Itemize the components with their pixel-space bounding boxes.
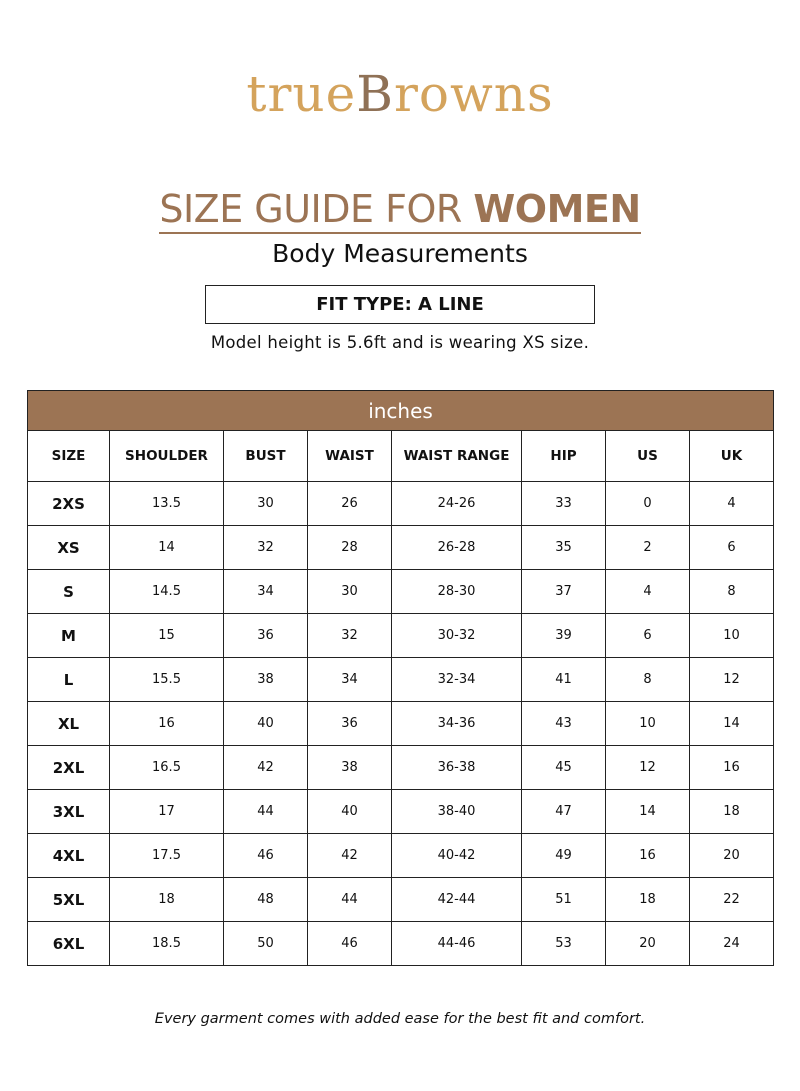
table-cell: 12 [606, 746, 690, 790]
table-cell: 26 [308, 482, 392, 526]
table-cell: 6 [690, 526, 774, 570]
brand-logo-part-b: B [356, 65, 394, 123]
table-cell: 17.5 [110, 834, 224, 878]
table-cell: 44 [224, 790, 308, 834]
table-cell: 42 [224, 746, 308, 790]
column-header-waist-range: WAIST RANGE [392, 431, 522, 482]
table-cell: 36 [308, 702, 392, 746]
size-cell: XL [28, 702, 110, 746]
table-cell: 50 [224, 922, 308, 966]
table-cell: 32 [224, 526, 308, 570]
column-header-hip: HIP [522, 431, 606, 482]
size-cell: 2XL [28, 746, 110, 790]
table-cell: 33 [522, 482, 606, 526]
table-cell: 15 [110, 614, 224, 658]
table-cell: 28-30 [392, 570, 522, 614]
table-cell: 16.5 [110, 746, 224, 790]
column-header-uk: UK [690, 431, 774, 482]
table-cell: 16 [606, 834, 690, 878]
size-cell: M [28, 614, 110, 658]
table-cell: 18 [690, 790, 774, 834]
table-row [28, 526, 774, 570]
table-cell: 16 [690, 746, 774, 790]
table-cell: 14 [606, 790, 690, 834]
table-cell: 24-26 [392, 482, 522, 526]
table-row [28, 614, 774, 658]
table-cell: 14 [690, 702, 774, 746]
column-header-us: US [606, 431, 690, 482]
table-cell: 35 [522, 526, 606, 570]
table-cell: 45 [522, 746, 606, 790]
table-cell: 24 [690, 922, 774, 966]
table-body [28, 482, 774, 966]
column-header-size: SIZE [28, 431, 110, 482]
table-cell: 17 [110, 790, 224, 834]
table-cell: 6 [606, 614, 690, 658]
size-cell: 6XL [28, 922, 110, 966]
table-cell: 46 [224, 834, 308, 878]
footer-note: Every garment comes with added ease for the best fit and comfort. [154, 1011, 646, 1027]
page-subtitle: Body Measurements [272, 239, 528, 268]
size-cell: 5XL [28, 878, 110, 922]
table-cell: 20 [690, 834, 774, 878]
table-row [28, 482, 774, 526]
brand-logo-part-rowns: rowns [393, 65, 554, 123]
size-cell: 2XS [28, 482, 110, 526]
table-cell: 40-42 [392, 834, 522, 878]
table-cell: 30-32 [392, 614, 522, 658]
table-row [28, 878, 774, 922]
page-title-underlined [159, 186, 640, 234]
table-cell: 38 [308, 746, 392, 790]
table-cell: 18 [606, 878, 690, 922]
table-cell: 18 [110, 878, 224, 922]
fit-type-box: FIT TYPE: A LINE [205, 285, 595, 324]
table-cell: 8 [606, 658, 690, 702]
size-cell: 3XL [28, 790, 110, 834]
size-cell: XS [28, 526, 110, 570]
size-cell: 4XL [28, 834, 110, 878]
table-cell: 32-34 [392, 658, 522, 702]
table-cell: 34-36 [392, 702, 522, 746]
table-row [28, 746, 774, 790]
table-cell: 14.5 [110, 570, 224, 614]
table-cell: 41 [522, 658, 606, 702]
table-cell: 2 [606, 526, 690, 570]
table-cell: 13.5 [110, 482, 224, 526]
table-cell: 38-40 [392, 790, 522, 834]
table-cell: 32 [308, 614, 392, 658]
table-cell: 30 [308, 570, 392, 614]
table-cell: 10 [606, 702, 690, 746]
page-title-bold: WOMEN [473, 187, 641, 231]
table-cell: 16 [110, 702, 224, 746]
table-cell: 18.5 [110, 922, 224, 966]
table-cell: 42-44 [392, 878, 522, 922]
table-cell: 8 [690, 570, 774, 614]
table-cell: 40 [224, 702, 308, 746]
table-cell: 14 [110, 526, 224, 570]
table-row [28, 922, 774, 966]
brand-logo [0, 62, 800, 126]
table-cell: 26-28 [392, 526, 522, 570]
table-cell: 43 [522, 702, 606, 746]
model-note: Model height is 5.6ft and is wearing XS size. [210, 333, 590, 352]
unit-row [28, 391, 774, 431]
table-cell: 34 [308, 658, 392, 702]
table-cell: 46 [308, 922, 392, 966]
table-cell: 20 [606, 922, 690, 966]
table-cell: 40 [308, 790, 392, 834]
table-cell: 10 [690, 614, 774, 658]
table-cell: 22 [690, 878, 774, 922]
table-row [28, 702, 774, 746]
table-cell: 12 [690, 658, 774, 702]
table-row [28, 790, 774, 834]
table-row [28, 834, 774, 878]
size-cell: S [28, 570, 110, 614]
table-cell: 49 [522, 834, 606, 878]
table-cell: 34 [224, 570, 308, 614]
table-cell: 36-38 [392, 746, 522, 790]
table-cell: 4 [606, 570, 690, 614]
size-table [27, 390, 774, 966]
brand-logo-part-true: true [246, 65, 357, 123]
table-cell: 30 [224, 482, 308, 526]
table-cell: 42 [308, 834, 392, 878]
table-row [28, 658, 774, 702]
table-cell: 48 [224, 878, 308, 922]
column-header-waist: WAIST [308, 431, 392, 482]
table-cell: 37 [522, 570, 606, 614]
table-cell: 15.5 [110, 658, 224, 702]
table-row [28, 570, 774, 614]
table-cell: 39 [522, 614, 606, 658]
table-cell: 28 [308, 526, 392, 570]
table-cell: 51 [522, 878, 606, 922]
unit-label: inches [28, 391, 774, 431]
table-cell: 44-46 [392, 922, 522, 966]
table-cell: 53 [522, 922, 606, 966]
table-cell: 36 [224, 614, 308, 658]
column-header-shoulder: SHOULDER [110, 431, 224, 482]
table-cell: 38 [224, 658, 308, 702]
page-title-light: SIZE GUIDE FOR [159, 187, 474, 231]
table-cell: 47 [522, 790, 606, 834]
column-header-bust: BUST [224, 431, 308, 482]
size-cell: L [28, 658, 110, 702]
page-title [0, 186, 800, 234]
table-cell: 44 [308, 878, 392, 922]
table-cell: 0 [606, 482, 690, 526]
column-header-row [28, 431, 774, 482]
table-cell: 4 [690, 482, 774, 526]
